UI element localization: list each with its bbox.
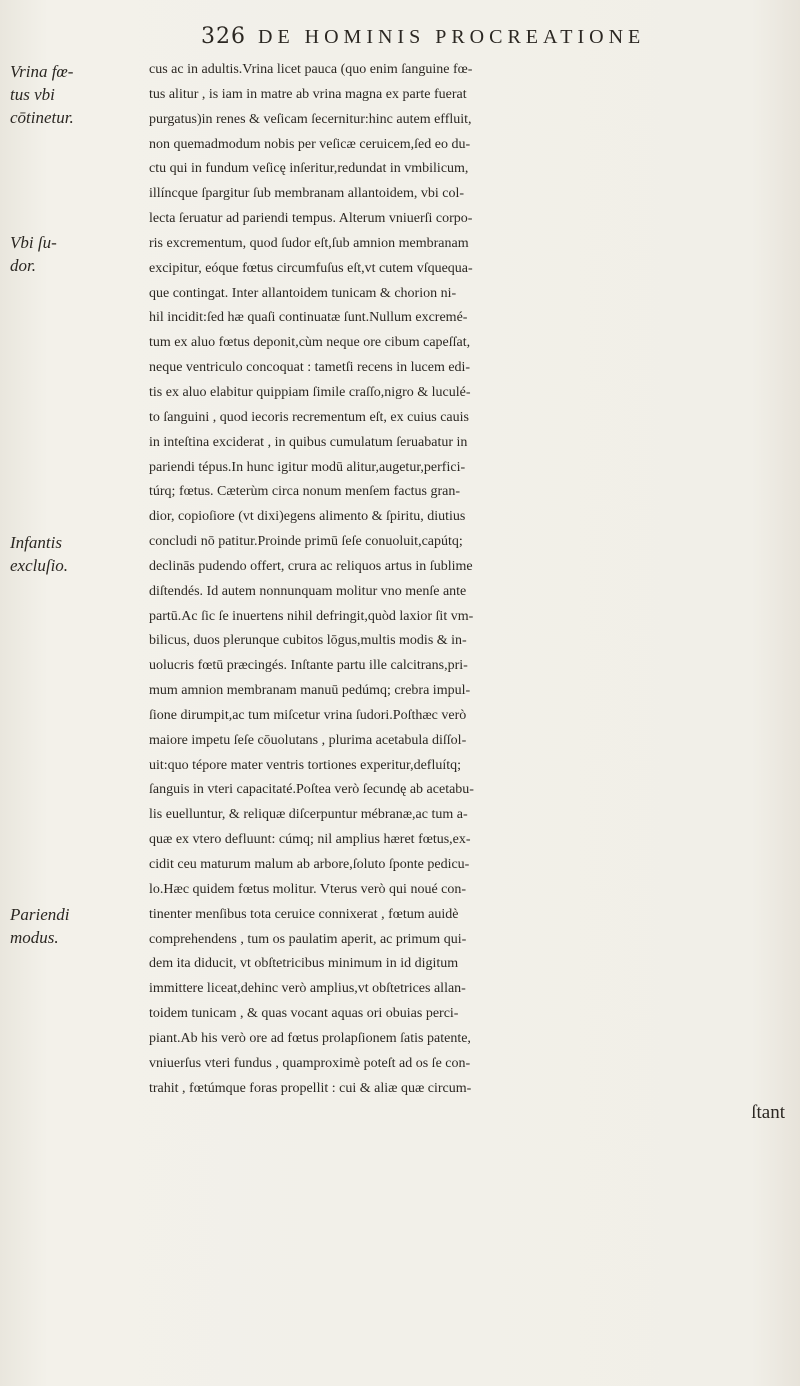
- text-line: dem ita diducit, vt obſtetricibus minimum in id digitum: [149, 956, 459, 972]
- text-line: tinenter menſibus tota ceruice connixerat , fœtum auidè: [149, 906, 459, 922]
- text-line: túrq; fœtus. Cæterùm circa nonum menſem factus gran-: [149, 484, 461, 500]
- text-line: tum ex aluo fœtus deponit,cùm neque ore cibum capeſſat,: [149, 335, 471, 351]
- text-line: ctu qui in fundum veſicę inſeritur,redundat in vmbilicum,: [149, 161, 469, 177]
- text-line: ſione dirumpit,ac tum miſcetur vrina ſudori.Poſthæc verò: [149, 707, 467, 723]
- text-line: lis euelluntur, & reliquæ diſcerpuntur mébranæ,ac tum a-: [149, 807, 468, 823]
- text-line: uolucris fœtū præcingés. Inſtante partu ille calcitrans,pri-: [149, 658, 468, 674]
- text-line: piant.Ab his verò ore ad fœtus prolapſionem ſatis patente,: [149, 1030, 471, 1046]
- text-line: concludi nō patitur.Proinde primū ſeſe conuoluit,capútq;: [149, 534, 463, 550]
- text-line: vniuerſus vteri fundus , quamproximè poteſt ad os ſe con-: [149, 1055, 471, 1071]
- text-line: cidit ceu maturum malum ab arbore,ſoluto ſponte pedicu-: [149, 857, 470, 872]
- margin-note-urine: Vrina fœ- tus vbi cōtinetur.: [10, 62, 74, 127]
- text-line: purgatus)in renes & veſicam ſecernitur:hinc autem effluit,: [149, 111, 472, 127]
- text-line: maiore impetu ſeſe cōuolutans , plurima acetabula diſſol-: [149, 732, 467, 748]
- page-header: [0, 14, 800, 54]
- text-line: excipitur, eóque fœtus circumfuſus eſt,vt cutem vſquequa-: [149, 260, 473, 276]
- text-line: lo.Hæc quidem fœtus molitur. Vterus verò qui noué con-: [149, 881, 467, 897]
- text-line: ſtant: [751, 1102, 785, 1124]
- text-line: in inteſtina exciderat , in quibus cumulatum ſeruabatur in: [149, 434, 468, 450]
- text-line: quæ ex vtero defluunt: cúmq; nil amplius hæret fœtus,ex-: [149, 832, 471, 848]
- text-line: hil incidit:ſed hæ quaſi continuatæ ſunt.Nullum excremé-: [149, 310, 468, 326]
- margin-note-sweat: Vbi ſu- dor.: [10, 233, 57, 275]
- text-line: tus alitur , is iam in matre ab vrina magna ex parte fuerat: [149, 86, 467, 102]
- text-line: toidem tunicam , & quas vocant aquas ori obuias perci-: [149, 1006, 459, 1022]
- text-line: diſtendés. Id autem nonnunquam molitur vno menſe ante: [149, 583, 467, 599]
- text-line: trahit , fœtúmque foras propellit : cui & aliæ quæ circum-: [149, 1080, 472, 1096]
- text-line: immittere liceat,dehinc verò amplius,vt obſtetrices allan-: [149, 981, 466, 997]
- text-line: neque ventriculo concoquat : tametſi recens in lucem edi-: [149, 360, 471, 376]
- text-line: to ſanguini , quod iecoris recrementum eſt, ex cuius cauis: [149, 409, 469, 425]
- text-line: pariendi tépus.In hunc igitur modū alitur,augetur,perfici-: [149, 459, 466, 475]
- text-line: cus ac in adultis.Vrina licet pauca (quo enim ſanguine fœ-: [149, 62, 473, 77]
- text-line: dior, copioſiore (vt dixi)egens alimento & ſpiritu, diutius: [149, 509, 466, 525]
- text-line: declinās pudendo offert, crura ac reliquos artus in ſublime: [149, 558, 473, 574]
- text-line: partū.Ac ſic ſe inuertens nihil defringit,quòd laxior ſit vm-: [149, 608, 474, 624]
- running-title: DE HOMINIS PROCREATIONE: [258, 26, 646, 48]
- text-line: mum amnion membranam manuū pedúmq; crebra impul-: [149, 683, 471, 699]
- text-line: que contingat. Inter allantoidem tunicam & chorion ni-: [149, 285, 457, 301]
- text-line: non quemadmodum nobis per veſicæ ceruicem,ſed eo du-: [149, 136, 471, 152]
- text-line: bilicus, duos plerunque cubitos lōgus,multis modis & in-: [149, 633, 467, 649]
- text-line: tis ex aluo elabitur quippiam ſimile craſſo,nigro & luculé-: [149, 384, 471, 400]
- text-line: comprehendens , tum os paulatim aperit, ac primum qui-: [149, 931, 467, 947]
- text-line: lecta ſeruatur ad pariendi tempus. Alterum vniuerſi corpo-: [149, 211, 473, 227]
- text-line: uit:quo tépore mater ventris tortiones experitur,defluítq;: [149, 757, 462, 773]
- text-line: ris excrementum, quod ſudor eſt,ſub amnion membranam: [149, 235, 469, 251]
- main-text: [149, 58, 789, 1126]
- margin-note-birth-mode: Pariendi modus.: [10, 905, 70, 947]
- text-line: ſanguis in vteri capacitaté.Poſtea verò ſecundę ab acetabu-: [149, 782, 474, 798]
- margin-note-infant-exclusion: Infantis excluſio.: [10, 533, 69, 575]
- text-line: illíncque ſpargitur ſub membranam allantoidem, vbi col-: [149, 186, 465, 202]
- page-number: 326: [201, 24, 246, 49]
